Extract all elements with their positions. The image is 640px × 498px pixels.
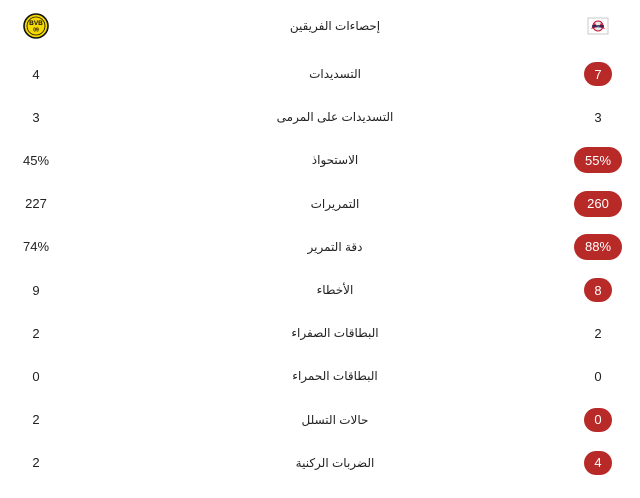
away-stat-cell: [556, 268, 640, 312]
away-stat-value: 2: [594, 325, 602, 341]
rb-leipzig-logo-icon: [587, 17, 609, 35]
home-stat-value: 4: [32, 66, 40, 82]
away-stat-value-highlighted: 8: [584, 278, 612, 302]
away-stat-cell: [556, 225, 640, 269]
away-stat-cell: [556, 441, 640, 485]
away-team-logo: [556, 4, 640, 48]
stat-row: [0, 354, 640, 398]
stat-label: الاستحواذ: [311, 153, 359, 168]
home-stat-value: 0: [32, 368, 40, 384]
home-stat-value: 3: [32, 109, 40, 125]
stat-row: [0, 441, 640, 485]
away-stat-value-highlighted: 0: [584, 408, 612, 432]
home-stat-cell: [0, 182, 72, 226]
stats-header: [0, 4, 640, 48]
home-stat-value: 2: [32, 455, 40, 471]
away-stat-cell: [556, 182, 640, 226]
home-stat-value: 45%: [22, 152, 50, 168]
stat-label: حالات التسلل: [301, 412, 369, 427]
stat-row: [0, 95, 640, 139]
home-stat-cell: [0, 138, 72, 182]
stat-label: الضربات الركنية: [295, 455, 375, 470]
home-stat-cell: [0, 52, 72, 96]
home-stat-cell: [0, 398, 72, 442]
away-stat-value-highlighted: 260: [574, 191, 622, 217]
home-stat-value: 227: [25, 196, 47, 212]
away-stat-value-highlighted: 4: [584, 451, 612, 475]
away-stat-value: 3: [594, 109, 602, 125]
svg-text:BVB: BVB: [29, 20, 43, 27]
stat-label: التمريرات: [310, 196, 360, 211]
home-team-logo: [0, 4, 72, 48]
stat-row: [0, 268, 640, 312]
home-stat-value: 74%: [22, 239, 50, 255]
away-stat-cell: [556, 311, 640, 355]
bvb-logo-icon: [23, 13, 49, 39]
home-stat-cell: [0, 354, 72, 398]
home-stat-value: 2: [32, 412, 40, 428]
stat-label: التسديدات على المرمى: [276, 110, 394, 125]
home-stat-cell: [0, 311, 72, 355]
stats-title: إحصاءات الفريقين: [289, 19, 381, 33]
away-stat-cell: [556, 354, 640, 398]
stat-label: التسديدات: [309, 67, 361, 81]
home-stat-cell: [0, 441, 72, 485]
stat-row: [0, 52, 640, 96]
home-stat-value: 9: [32, 282, 40, 298]
home-stat-cell: [0, 268, 72, 312]
home-stat-cell: [0, 95, 72, 139]
away-stat-value: 0: [594, 368, 602, 384]
away-stat-value-highlighted: 88%: [574, 234, 622, 260]
home-stat-cell: [0, 225, 72, 269]
stat-row: [0, 182, 640, 226]
away-stat-cell: [556, 398, 640, 442]
away-stat-value-highlighted: 7: [584, 62, 612, 86]
away-stat-cell: [556, 138, 640, 182]
stat-label: البطاقات الحمراء: [292, 369, 378, 384]
away-stat-cell: [556, 95, 640, 139]
svg-text:09: 09: [33, 27, 39, 34]
stat-label: الأخطاء: [316, 283, 354, 297]
home-stat-value: 2: [32, 325, 40, 341]
stat-row: [0, 311, 640, 355]
stat-label: البطاقات الصفراء: [291, 326, 379, 341]
away-stat-cell: [556, 52, 640, 96]
stat-row: [0, 398, 640, 442]
stat-label: دقة التمرير: [307, 239, 363, 254]
stat-row: [0, 225, 640, 269]
away-stat-value-highlighted: 55%: [574, 147, 622, 173]
stat-row: [0, 138, 640, 182]
